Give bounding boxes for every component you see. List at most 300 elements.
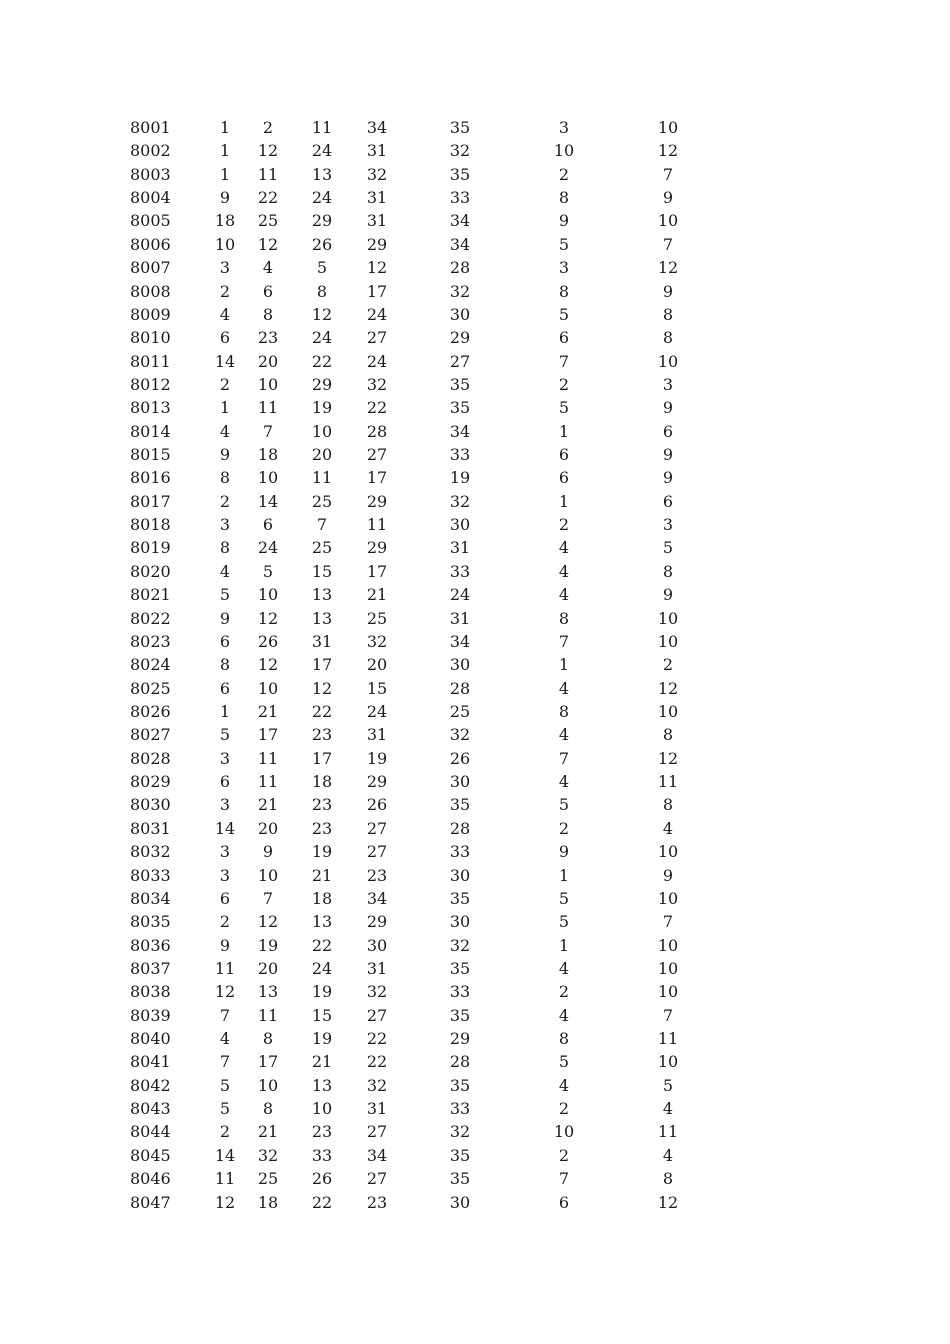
value-cell-3: 15 xyxy=(311,1005,333,1025)
value-cell-3: 10 xyxy=(311,421,333,441)
value-cell-6: 5 xyxy=(558,234,570,254)
value-cell-1: 7 xyxy=(219,1005,231,1025)
table-row xyxy=(0,864,950,887)
value-cell-5: 34 xyxy=(449,631,471,651)
value-cell-6: 1 xyxy=(558,935,570,955)
value-cell-7: 8 xyxy=(662,1169,674,1189)
row-id-cell: 8014 xyxy=(130,421,171,441)
value-cell-6: 5 xyxy=(558,795,570,815)
table-row xyxy=(0,910,950,933)
value-cell-2: 12 xyxy=(257,234,279,254)
table-row xyxy=(0,256,950,279)
value-cell-3: 11 xyxy=(311,468,333,488)
row-id-cell: 8020 xyxy=(130,561,171,581)
value-cell-4: 27 xyxy=(366,818,388,838)
value-cell-2: 24 xyxy=(257,538,279,558)
value-cell-1: 5 xyxy=(219,585,231,605)
value-cell-7: 9 xyxy=(662,445,674,465)
row-id-cell: 8039 xyxy=(130,1005,171,1025)
value-cell-3: 13 xyxy=(311,164,333,184)
value-cell-1: 11 xyxy=(214,1169,236,1189)
data-table xyxy=(0,116,950,1214)
table-row xyxy=(0,630,950,653)
row-id-cell: 8042 xyxy=(130,1075,171,1095)
value-cell-1: 6 xyxy=(219,631,231,651)
value-cell-1: 1 xyxy=(219,398,231,418)
value-cell-2: 2 xyxy=(262,118,274,137)
value-cell-2: 8 xyxy=(262,304,274,324)
value-cell-1: 3 xyxy=(219,258,231,278)
value-cell-3: 13 xyxy=(311,585,333,605)
value-cell-3: 7 xyxy=(316,515,328,535)
value-cell-1: 5 xyxy=(219,1075,231,1095)
value-cell-5: 33 xyxy=(449,188,471,208)
value-cell-1: 6 xyxy=(219,328,231,348)
value-cell-2: 20 xyxy=(257,958,279,978)
table-row xyxy=(0,186,950,209)
row-id-cell: 8029 xyxy=(130,772,171,792)
value-cell-2: 32 xyxy=(257,1145,279,1165)
value-cell-1: 6 xyxy=(219,888,231,908)
row-id-cell: 8037 xyxy=(130,958,171,978)
value-cell-3: 33 xyxy=(311,1145,333,1165)
value-cell-1: 8 xyxy=(219,468,231,488)
value-cell-1: 2 xyxy=(219,491,231,511)
row-id-cell: 8033 xyxy=(130,865,171,885)
row-id-cell: 8024 xyxy=(130,655,171,675)
value-cell-2: 8 xyxy=(262,1029,274,1049)
table-row xyxy=(0,513,950,536)
value-cell-2: 26 xyxy=(257,631,279,651)
value-cell-5: 35 xyxy=(449,1005,471,1025)
row-id-cell: 8027 xyxy=(130,725,171,745)
value-cell-3: 18 xyxy=(311,888,333,908)
value-cell-4: 21 xyxy=(366,585,388,605)
value-cell-3: 12 xyxy=(311,304,333,324)
value-cell-6: 8 xyxy=(558,188,570,208)
value-cell-5: 35 xyxy=(449,118,471,137)
value-cell-3: 19 xyxy=(311,842,333,862)
value-cell-4: 12 xyxy=(366,258,388,278)
value-cell-5: 30 xyxy=(449,515,471,535)
value-cell-1: 12 xyxy=(214,1192,236,1212)
value-cell-7: 10 xyxy=(657,701,679,721)
value-cell-7: 5 xyxy=(662,1075,674,1095)
row-id-cell: 8001 xyxy=(130,118,171,137)
value-cell-1: 9 xyxy=(219,188,231,208)
value-cell-5: 35 xyxy=(449,374,471,394)
row-id-cell: 8013 xyxy=(130,398,171,418)
value-cell-3: 22 xyxy=(311,935,333,955)
value-cell-6: 6 xyxy=(558,468,570,488)
table-row xyxy=(0,840,950,863)
value-cell-6: 2 xyxy=(558,818,570,838)
value-cell-7: 10 xyxy=(657,935,679,955)
value-cell-3: 23 xyxy=(311,795,333,815)
value-cell-1: 1 xyxy=(219,164,231,184)
row-id-cell: 8021 xyxy=(130,585,171,605)
value-cell-1: 14 xyxy=(214,818,236,838)
table-row xyxy=(0,1074,950,1097)
value-cell-1: 7 xyxy=(219,1052,231,1072)
table-row xyxy=(0,1004,950,1027)
table-row xyxy=(0,934,950,957)
value-cell-1: 2 xyxy=(219,1122,231,1142)
value-cell-5: 33 xyxy=(449,561,471,581)
value-cell-6: 8 xyxy=(558,281,570,301)
value-cell-5: 19 xyxy=(449,468,471,488)
value-cell-3: 25 xyxy=(311,491,333,511)
value-cell-3: 12 xyxy=(311,678,333,698)
table-row xyxy=(0,793,950,816)
value-cell-1: 14 xyxy=(214,351,236,371)
table-row xyxy=(0,536,950,559)
value-cell-5: 30 xyxy=(449,655,471,675)
value-cell-6: 8 xyxy=(558,1029,570,1049)
value-cell-6: 5 xyxy=(558,888,570,908)
value-cell-6: 5 xyxy=(558,912,570,932)
value-cell-2: 21 xyxy=(257,795,279,815)
value-cell-1: 9 xyxy=(219,935,231,955)
value-cell-5: 34 xyxy=(449,234,471,254)
value-cell-4: 22 xyxy=(366,398,388,418)
value-cell-7: 12 xyxy=(657,141,679,161)
value-cell-6: 8 xyxy=(558,608,570,628)
value-cell-5: 32 xyxy=(449,281,471,301)
value-cell-2: 14 xyxy=(257,491,279,511)
value-cell-3: 23 xyxy=(311,725,333,745)
table-row xyxy=(0,957,950,980)
table-row xyxy=(0,163,950,186)
value-cell-2: 25 xyxy=(257,211,279,231)
value-cell-2: 10 xyxy=(257,468,279,488)
value-cell-2: 22 xyxy=(257,188,279,208)
row-id-cell: 8007 xyxy=(130,258,171,278)
table-row xyxy=(0,303,950,326)
row-id-cell: 8004 xyxy=(130,188,171,208)
value-cell-2: 10 xyxy=(257,1075,279,1095)
value-cell-2: 18 xyxy=(257,1192,279,1212)
value-cell-4: 31 xyxy=(366,188,388,208)
value-cell-5: 35 xyxy=(449,958,471,978)
table-row xyxy=(0,700,950,723)
value-cell-3: 5 xyxy=(316,258,328,278)
table-row xyxy=(0,443,950,466)
value-cell-7: 12 xyxy=(657,748,679,768)
table-row xyxy=(0,1191,950,1214)
table-row xyxy=(0,396,950,419)
value-cell-7: 7 xyxy=(662,912,674,932)
value-cell-6: 2 xyxy=(558,982,570,1002)
table-row xyxy=(0,326,950,349)
value-cell-2: 10 xyxy=(257,374,279,394)
value-cell-3: 23 xyxy=(311,1122,333,1142)
value-cell-5: 28 xyxy=(449,818,471,838)
value-cell-4: 31 xyxy=(366,211,388,231)
value-cell-2: 20 xyxy=(257,351,279,371)
value-cell-2: 25 xyxy=(257,1169,279,1189)
value-cell-1: 12 xyxy=(214,982,236,1002)
value-cell-5: 30 xyxy=(449,772,471,792)
value-cell-7: 7 xyxy=(662,234,674,254)
value-cell-2: 8 xyxy=(262,1099,274,1119)
value-cell-7: 8 xyxy=(662,561,674,581)
value-cell-6: 9 xyxy=(558,211,570,231)
value-cell-4: 27 xyxy=(366,1169,388,1189)
value-cell-7: 10 xyxy=(657,211,679,231)
value-cell-3: 29 xyxy=(311,211,333,231)
value-cell-2: 7 xyxy=(262,888,274,908)
value-cell-7: 10 xyxy=(657,118,679,137)
value-cell-6: 4 xyxy=(558,772,570,792)
value-cell-1: 2 xyxy=(219,281,231,301)
table-row xyxy=(0,466,950,489)
table-row xyxy=(0,116,950,139)
table-row xyxy=(0,280,950,303)
value-cell-1: 18 xyxy=(214,211,236,231)
value-cell-5: 33 xyxy=(449,445,471,465)
table-row xyxy=(0,1120,950,1143)
table-row xyxy=(0,770,950,793)
value-cell-7: 12 xyxy=(657,1192,679,1212)
value-cell-3: 24 xyxy=(311,141,333,161)
value-cell-5: 35 xyxy=(449,164,471,184)
value-cell-1: 4 xyxy=(219,304,231,324)
value-cell-7: 8 xyxy=(662,328,674,348)
value-cell-4: 29 xyxy=(366,912,388,932)
value-cell-6: 4 xyxy=(558,1075,570,1095)
value-cell-3: 24 xyxy=(311,188,333,208)
value-cell-2: 9 xyxy=(262,842,274,862)
value-cell-5: 29 xyxy=(449,1029,471,1049)
value-cell-4: 28 xyxy=(366,421,388,441)
table-row xyxy=(0,583,950,606)
value-cell-5: 33 xyxy=(449,1099,471,1119)
value-cell-5: 30 xyxy=(449,304,471,324)
value-cell-1: 4 xyxy=(219,1029,231,1049)
value-cell-5: 33 xyxy=(449,982,471,1002)
value-cell-1: 3 xyxy=(219,515,231,535)
value-cell-2: 4 xyxy=(262,258,274,278)
table-row xyxy=(0,1027,950,1050)
value-cell-2: 17 xyxy=(257,725,279,745)
value-cell-6: 7 xyxy=(558,351,570,371)
value-cell-2: 12 xyxy=(257,655,279,675)
value-cell-5: 35 xyxy=(449,398,471,418)
value-cell-7: 11 xyxy=(657,1122,679,1142)
value-cell-6: 3 xyxy=(558,258,570,278)
value-cell-5: 34 xyxy=(449,211,471,231)
value-cell-6: 6 xyxy=(558,445,570,465)
value-cell-6: 1 xyxy=(558,865,570,885)
value-cell-4: 17 xyxy=(366,281,388,301)
value-cell-6: 4 xyxy=(558,958,570,978)
value-cell-7: 4 xyxy=(662,818,674,838)
value-cell-3: 24 xyxy=(311,958,333,978)
table-row xyxy=(0,747,950,770)
value-cell-1: 11 xyxy=(214,958,236,978)
table-row xyxy=(0,373,950,396)
value-cell-1: 5 xyxy=(219,1099,231,1119)
value-cell-1: 4 xyxy=(219,561,231,581)
row-id-cell: 8006 xyxy=(130,234,171,254)
value-cell-2: 18 xyxy=(257,445,279,465)
value-cell-3: 22 xyxy=(311,1192,333,1212)
value-cell-4: 19 xyxy=(366,748,388,768)
value-cell-3: 19 xyxy=(311,1029,333,1049)
value-cell-4: 23 xyxy=(366,865,388,885)
value-cell-7: 3 xyxy=(662,515,674,535)
row-id-cell: 8034 xyxy=(130,888,171,908)
value-cell-7: 9 xyxy=(662,865,674,885)
value-cell-5: 35 xyxy=(449,1169,471,1189)
value-cell-2: 23 xyxy=(257,328,279,348)
value-cell-4: 31 xyxy=(366,725,388,745)
value-cell-6: 1 xyxy=(558,491,570,511)
value-cell-7: 9 xyxy=(662,281,674,301)
value-cell-2: 13 xyxy=(257,982,279,1002)
value-cell-1: 1 xyxy=(219,701,231,721)
row-id-cell: 8041 xyxy=(130,1052,171,1072)
value-cell-6: 2 xyxy=(558,164,570,184)
table-row xyxy=(0,209,950,232)
value-cell-2: 17 xyxy=(257,1052,279,1072)
value-cell-1: 3 xyxy=(219,842,231,862)
value-cell-3: 31 xyxy=(311,631,333,651)
value-cell-6: 2 xyxy=(558,515,570,535)
value-cell-6: 6 xyxy=(558,328,570,348)
value-cell-7: 7 xyxy=(662,164,674,184)
value-cell-7: 9 xyxy=(662,188,674,208)
value-cell-3: 19 xyxy=(311,398,333,418)
row-id-cell: 8025 xyxy=(130,678,171,698)
row-id-cell: 8018 xyxy=(130,515,171,535)
value-cell-4: 32 xyxy=(366,374,388,394)
table-row xyxy=(0,233,950,256)
value-cell-3: 26 xyxy=(311,234,333,254)
value-cell-6: 2 xyxy=(558,374,570,394)
value-cell-1: 4 xyxy=(219,421,231,441)
value-cell-4: 26 xyxy=(366,795,388,815)
table-row xyxy=(0,560,950,583)
value-cell-2: 11 xyxy=(257,398,279,418)
value-cell-7: 10 xyxy=(657,842,679,862)
value-cell-5: 32 xyxy=(449,141,471,161)
value-cell-2: 12 xyxy=(257,912,279,932)
value-cell-5: 32 xyxy=(449,935,471,955)
value-cell-2: 10 xyxy=(257,865,279,885)
value-cell-2: 11 xyxy=(257,748,279,768)
value-cell-4: 24 xyxy=(366,701,388,721)
value-cell-2: 19 xyxy=(257,935,279,955)
row-id-cell: 8044 xyxy=(130,1122,171,1142)
value-cell-7: 9 xyxy=(662,398,674,418)
value-cell-5: 33 xyxy=(449,842,471,862)
value-cell-4: 22 xyxy=(366,1029,388,1049)
value-cell-3: 21 xyxy=(311,865,333,885)
value-cell-7: 10 xyxy=(657,982,679,1002)
value-cell-7: 10 xyxy=(657,958,679,978)
value-cell-2: 20 xyxy=(257,818,279,838)
value-cell-1: 6 xyxy=(219,772,231,792)
value-cell-1: 3 xyxy=(219,748,231,768)
value-cell-3: 17 xyxy=(311,655,333,675)
value-cell-2: 10 xyxy=(257,585,279,605)
value-cell-4: 27 xyxy=(366,328,388,348)
value-cell-1: 6 xyxy=(219,678,231,698)
value-cell-4: 31 xyxy=(366,1099,388,1119)
value-cell-3: 13 xyxy=(311,912,333,932)
value-cell-4: 29 xyxy=(366,234,388,254)
value-cell-3: 26 xyxy=(311,1169,333,1189)
value-cell-1: 3 xyxy=(219,795,231,815)
value-cell-5: 28 xyxy=(449,258,471,278)
value-cell-7: 8 xyxy=(662,725,674,745)
value-cell-1: 1 xyxy=(219,118,231,137)
value-cell-4: 32 xyxy=(366,982,388,1002)
value-cell-4: 22 xyxy=(366,1052,388,1072)
table-row xyxy=(0,653,950,676)
row-id-cell: 8003 xyxy=(130,164,171,184)
value-cell-4: 32 xyxy=(366,631,388,651)
value-cell-4: 25 xyxy=(366,608,388,628)
value-cell-5: 31 xyxy=(449,608,471,628)
value-cell-6: 5 xyxy=(558,304,570,324)
value-cell-2: 11 xyxy=(257,772,279,792)
table-row xyxy=(0,1144,950,1167)
value-cell-7: 4 xyxy=(662,1099,674,1119)
value-cell-3: 10 xyxy=(311,1099,333,1119)
value-cell-5: 35 xyxy=(449,1145,471,1165)
value-cell-7: 2 xyxy=(662,655,674,675)
value-cell-4: 24 xyxy=(366,304,388,324)
value-cell-6: 8 xyxy=(558,701,570,721)
value-cell-4: 34 xyxy=(366,888,388,908)
value-cell-6: 2 xyxy=(558,1145,570,1165)
row-id-cell: 8026 xyxy=(130,701,171,721)
value-cell-2: 11 xyxy=(257,164,279,184)
value-cell-7: 7 xyxy=(662,1005,674,1025)
row-id-cell: 8038 xyxy=(130,982,171,1002)
value-cell-5: 31 xyxy=(449,538,471,558)
row-id-cell: 8015 xyxy=(130,445,171,465)
value-cell-6: 10 xyxy=(553,1122,575,1142)
table-row xyxy=(0,350,950,373)
value-cell-3: 24 xyxy=(311,328,333,348)
table-row xyxy=(0,980,950,1003)
value-cell-7: 10 xyxy=(657,1052,679,1072)
table-row xyxy=(0,887,950,910)
row-id-cell: 8002 xyxy=(130,141,171,161)
row-id-cell: 8047 xyxy=(130,1192,171,1212)
value-cell-2: 5 xyxy=(262,561,274,581)
value-cell-7: 9 xyxy=(662,468,674,488)
value-cell-4: 31 xyxy=(366,141,388,161)
value-cell-4: 11 xyxy=(366,515,388,535)
value-cell-2: 12 xyxy=(257,141,279,161)
value-cell-6: 4 xyxy=(558,725,570,745)
value-cell-5: 28 xyxy=(449,1052,471,1072)
value-cell-5: 28 xyxy=(449,678,471,698)
value-cell-4: 32 xyxy=(366,164,388,184)
value-cell-5: 24 xyxy=(449,585,471,605)
value-cell-4: 17 xyxy=(366,561,388,581)
row-id-cell: 8032 xyxy=(130,842,171,862)
value-cell-7: 6 xyxy=(662,421,674,441)
value-cell-5: 32 xyxy=(449,725,471,745)
value-cell-4: 30 xyxy=(366,935,388,955)
value-cell-5: 32 xyxy=(449,491,471,511)
